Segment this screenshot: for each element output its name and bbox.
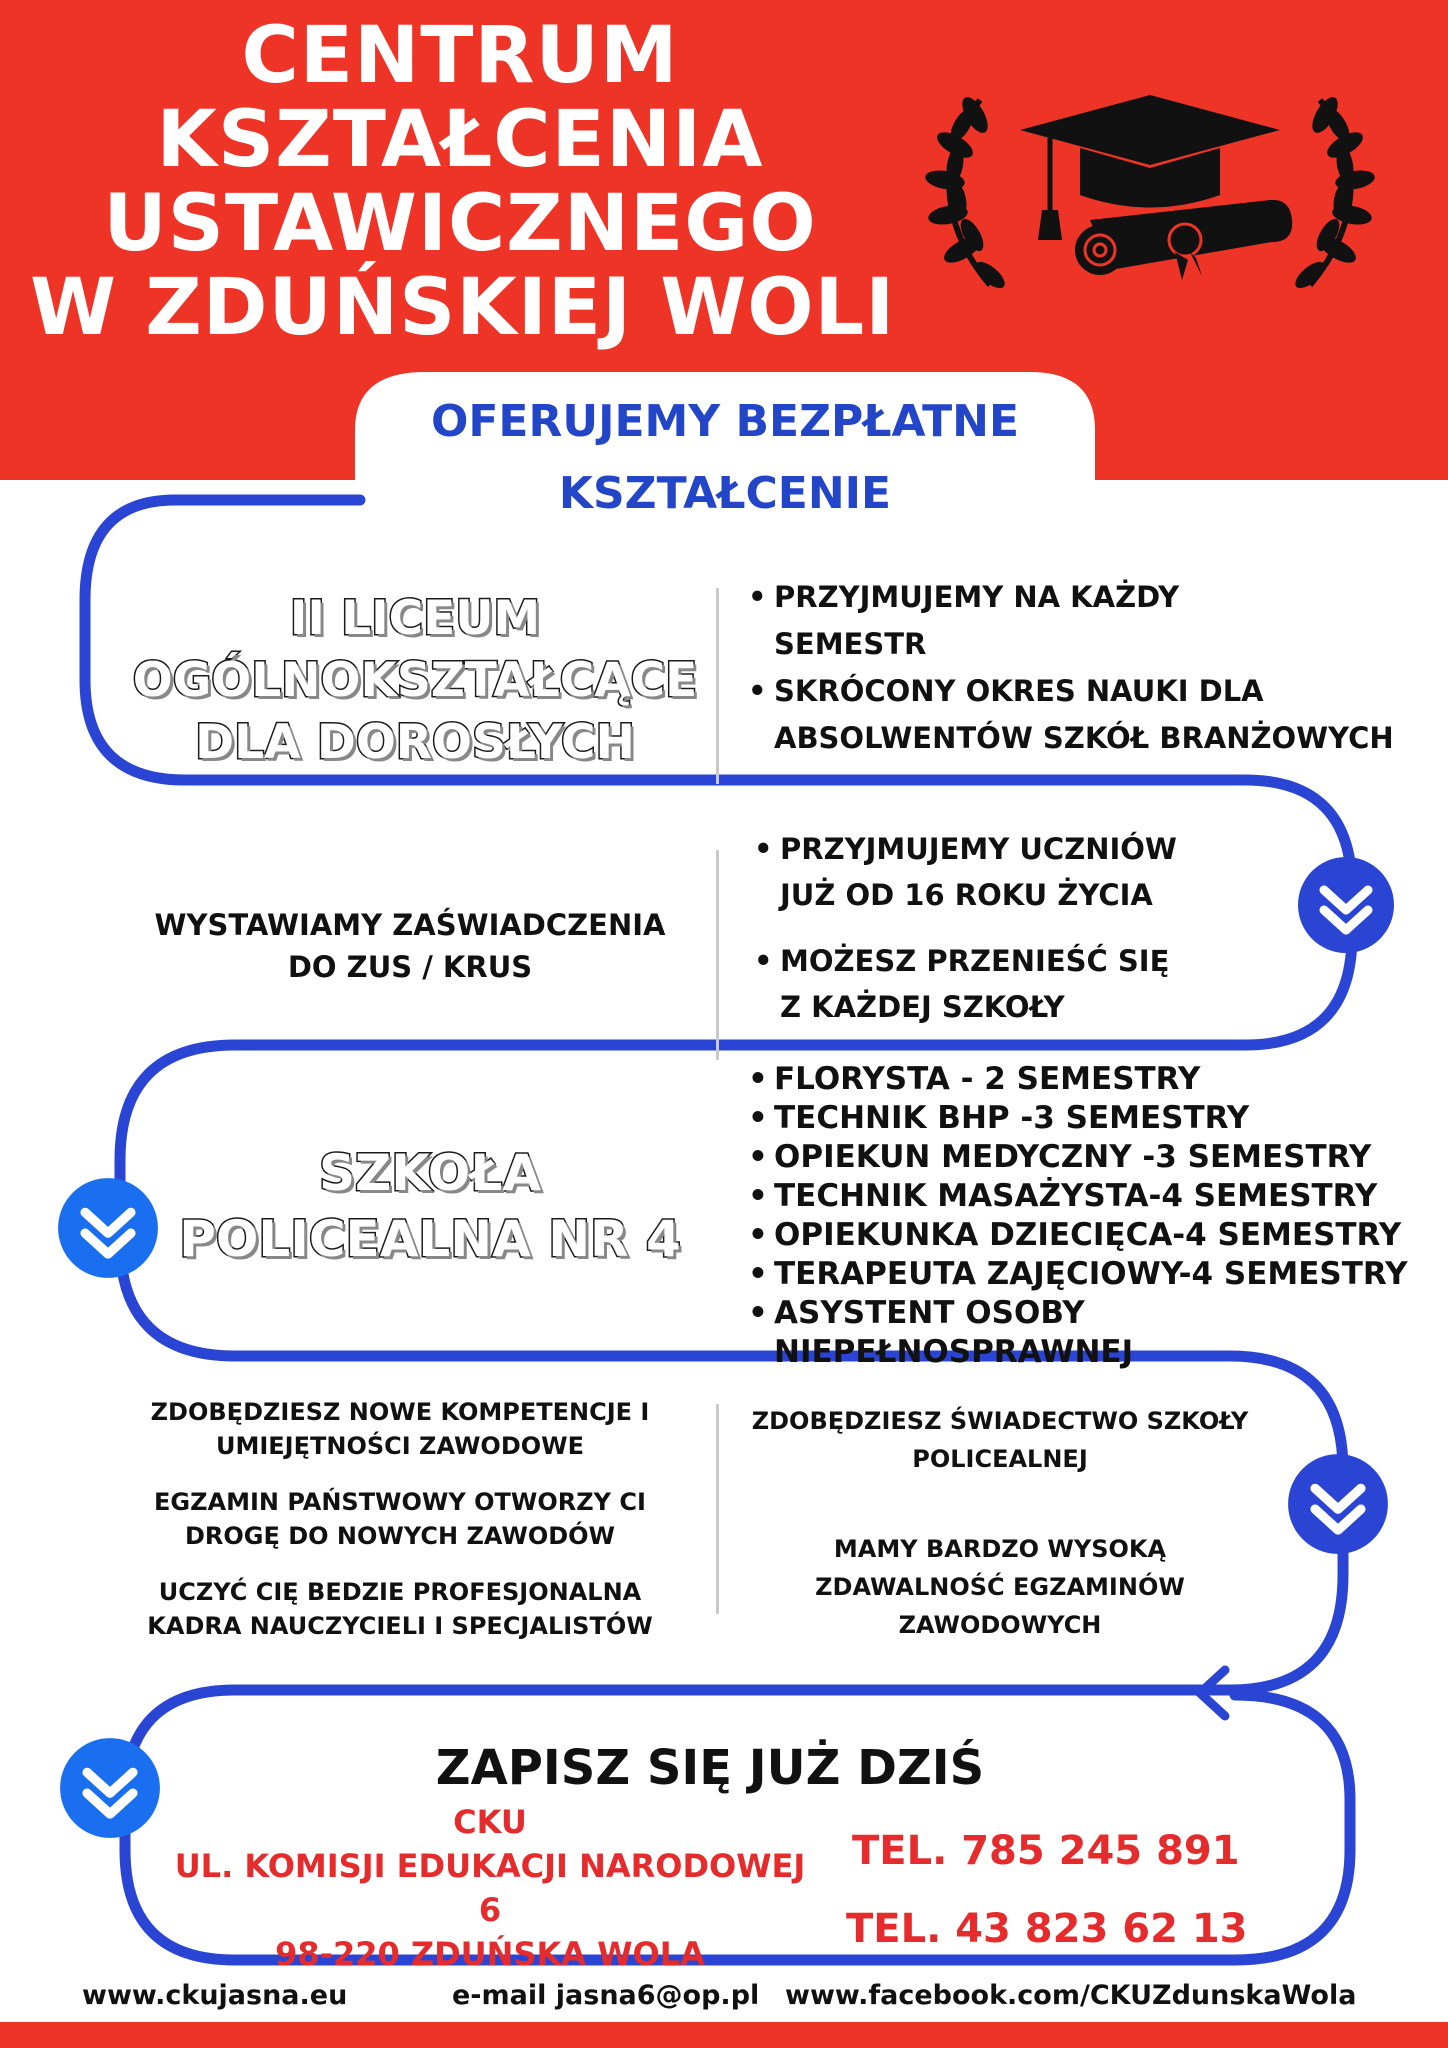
section-title-line: OGÓLNOKSZTAŁCĄCE (132, 653, 698, 708)
text-line: ZAWODOWYCH (898, 1611, 1102, 1639)
text-block (730, 1402, 1270, 1478)
chevron-down-icon (56, 1176, 160, 1280)
text-line: POLICEALNEJ (912, 1445, 1088, 1473)
offer-line: KSZTAŁCENIE (558, 468, 892, 519)
text-line: ZDOBĘDZIESZ ŚWIADECTWO SZKOŁY (751, 1407, 1249, 1435)
title-line: CENTRUM (241, 11, 679, 101)
text-line: ZDOBĘDZIESZ NOWE KOMPETENCJE I (150, 1398, 650, 1426)
list-item: • ASYSTENT OSOBY NIEPEŁNOSPRAWNEJ (744, 1294, 1444, 1372)
text-line: EGZAMIN PAŃSTWOWY OTWORZY CI (154, 1488, 646, 1516)
section2-left-text (110, 904, 710, 988)
list-item (750, 938, 1270, 1030)
divider (716, 588, 719, 784)
list-item: • TERAPEUTA ZAJĘCIOWY-4 SEMESTRY (744, 1255, 1444, 1294)
divider (716, 850, 719, 1060)
text-line: ZDAWALNOŚĆ EGZAMINÓW (815, 1573, 1185, 1601)
bullet-line: JUŻ OD 16 ROKU ŻYCIA (780, 878, 1153, 912)
list-item (744, 574, 1434, 668)
list-item: • TECHNIK BHP -3 SEMESTRY (744, 1099, 1444, 1138)
footer-band (0, 2022, 1448, 2048)
title-line: USTAWICZNEGO (103, 179, 817, 269)
text-line: UMIEJĘTNOŚCI ZAWODOWE (215, 1432, 585, 1460)
text-block (100, 1395, 700, 1463)
offer-heading (355, 386, 1095, 530)
divider (716, 1404, 719, 1614)
bullet-line: SKRÓCONY OKRES NAUKI DLA (774, 674, 1264, 708)
website-link[interactable]: www.ckujasna.eu (82, 1980, 348, 2011)
chevron-down-icon (1296, 855, 1396, 955)
list-item: • OPIEKUNKA DZIECIĘCA-4 SEMESTRY (744, 1216, 1444, 1255)
address-city: 98-220 ZDUŃSKA WOLA (275, 1935, 705, 1973)
text-line: KADRA NAUCZYCIELI I SPECJALISTÓW (147, 1612, 653, 1640)
text-line: WYSTAWIAMY ZAŚWIADCZENIA (154, 908, 666, 942)
text-line: MAMY BARDZO WYSOKĄ (833, 1535, 1167, 1563)
section-title-policealna (160, 1140, 700, 1272)
chevron-down-icon (1286, 1452, 1390, 1556)
bullet-line: PRZYJMUJEMY UCZNIÓW (780, 832, 1177, 866)
phone-1[interactable]: TEL. 785 245 891 (852, 1828, 1240, 1874)
section-title-line: POLICEALNA NR 4 (179, 1210, 681, 1268)
list-item (750, 826, 1270, 918)
org-name: CKU (453, 1803, 527, 1841)
text-block (730, 1530, 1270, 1644)
course-list (744, 1060, 1444, 1372)
text-block (100, 1485, 700, 1553)
section-title-line: II LICEUM (289, 591, 541, 646)
section4-right-text (730, 1402, 1270, 1644)
text-line: DO ZUS / KRUS (287, 950, 533, 984)
title-line: KSZTAŁCENIA (156, 95, 764, 185)
bullet-line: Z KAŻDEJ SZKOŁY (780, 990, 1065, 1024)
bullet-line: ABSOLWENTÓW SZKÓŁ BRANŻOWYCH (774, 721, 1394, 755)
section-title-line: DLA DOROSŁYCH (195, 715, 635, 770)
address-block (170, 1800, 810, 1976)
section1-bullets (744, 574, 1434, 762)
text-line: DROGĘ DO NOWYCH ZAWODÓW (184, 1522, 616, 1550)
title-line: W ZDUŃSKIEJ WOLI (30, 263, 896, 353)
list-item: • FLORYSTA - 2 SEMESTRY (744, 1060, 1444, 1099)
list-item: • OPIEKUN MEDYCZNY -3 SEMESTRY (744, 1138, 1444, 1177)
bullet-line: SEMESTR (774, 627, 927, 661)
text-line: UCZYĆ CIĘ BEDZIE PROFESJONALNA (158, 1578, 642, 1606)
bullet-line: PRZYJMUJEMY NA KAŻDY (774, 580, 1180, 614)
list-item: • TECHNIK MASAŻYSTA-4 SEMESTRY (744, 1177, 1444, 1216)
chevron-down-icon (58, 1736, 162, 1840)
offer-line: OFERUJEMY BEZPŁATNE (430, 396, 1020, 447)
text-block (100, 1575, 700, 1643)
facebook-link[interactable]: www.facebook.com/CKUZdunskaWola (785, 1980, 1357, 2011)
section-title-liceum (110, 588, 720, 774)
section2-bullets (750, 826, 1270, 1030)
address-street: UL. KOMISJI EDUKACJI NARODOWEJ 6 (174, 1847, 806, 1929)
phone-2[interactable]: TEL. 43 823 62 13 (846, 1906, 1248, 1952)
section-title-line: SZKOŁA (318, 1144, 542, 1202)
cta-heading: ZAPISZ SIĘ JUŻ DZIŚ (435, 1740, 985, 1796)
list-item (744, 668, 1434, 762)
section4-left-text (100, 1395, 700, 1643)
email-link[interactable]: e-mail jasna6@op.pl (452, 1980, 760, 2011)
bullet-line: MOŻESZ PRZENIEŚĆ SIĘ (780, 944, 1170, 978)
